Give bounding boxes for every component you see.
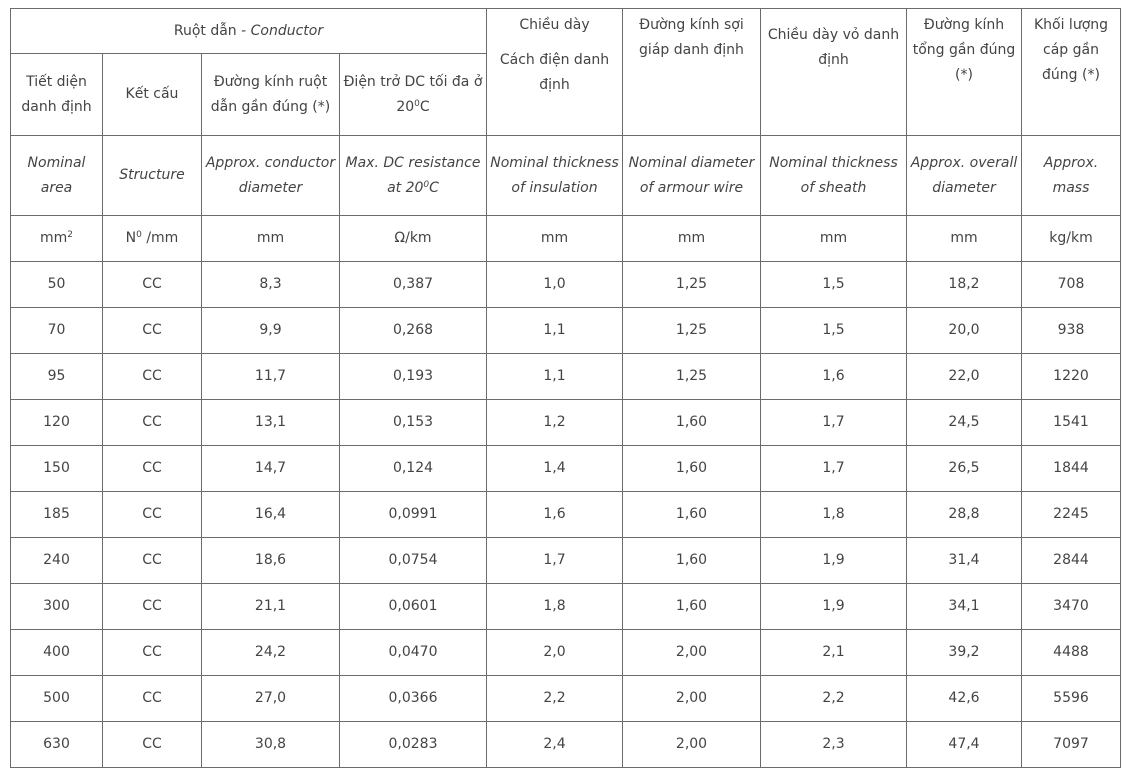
table-row [11, 262, 1121, 308]
cell-cond-diam: 27,0 [202, 676, 340, 722]
cell-mass: 5596 [1022, 676, 1121, 722]
cell-overall: 39,2 [907, 630, 1022, 676]
cell-armour: 1,60 [623, 492, 761, 538]
cell-insulation: 2,4 [487, 722, 623, 768]
cell-area: 185 [11, 492, 103, 538]
cell-overall: 24,5 [907, 400, 1022, 446]
cell-insulation: 2,2 [487, 676, 623, 722]
cell-cond-diam: 21,1 [202, 584, 340, 630]
cell-sheath: 1,6 [761, 354, 907, 400]
cell-cond-diam: 18,6 [202, 538, 340, 584]
table-row [11, 400, 1121, 446]
cell-armour: 1,60 [623, 538, 761, 584]
table-row [11, 722, 1121, 768]
cell-insulation: 1,4 [487, 446, 623, 492]
cell-armour: 1,25 [623, 308, 761, 354]
header-row-en [11, 136, 1121, 216]
table-row [11, 630, 1121, 676]
table-row [11, 538, 1121, 584]
cell-mass: 938 [1022, 308, 1121, 354]
cell-structure: CC [103, 262, 202, 308]
cell-insulation: 1,7 [487, 538, 623, 584]
unit-armour: mm [623, 216, 761, 262]
insulation-header-vi: Chiều dày Cách điện danh định [487, 9, 623, 136]
cell-resistance: 0,0470 [340, 630, 487, 676]
cell-area: 240 [11, 538, 103, 584]
cell-area: 500 [11, 676, 103, 722]
cell-overall: 26,5 [907, 446, 1022, 492]
cell-structure: CC [103, 676, 202, 722]
cell-overall: 42,6 [907, 676, 1022, 722]
cell-area: 120 [11, 400, 103, 446]
cell-armour: 1,60 [623, 400, 761, 446]
area-header-vi: Tiết diện danh định [11, 54, 103, 136]
cell-cond-diam: 16,4 [202, 492, 340, 538]
cell-resistance: 0,0283 [340, 722, 487, 768]
cell-resistance: 0,193 [340, 354, 487, 400]
cell-insulation: 1,1 [487, 354, 623, 400]
cell-mass: 4488 [1022, 630, 1121, 676]
cell-area: 70 [11, 308, 103, 354]
unit-area: $mm^2$ [11, 216, 103, 262]
cell-structure: CC [103, 584, 202, 630]
cell-insulation: 1,6 [487, 492, 623, 538]
cell-resistance: 0,0366 [340, 676, 487, 722]
unit-overall: mm [907, 216, 1022, 262]
mass-header-en: Approx. mass [1022, 136, 1121, 216]
armour-header-en: Nominal diameter of armour wire [623, 136, 761, 216]
cell-insulation: 1,0 [487, 262, 623, 308]
cell-armour: 2,00 [623, 676, 761, 722]
cell-area: 400 [11, 630, 103, 676]
cell-cond-diam: 13,1 [202, 400, 340, 446]
cell-structure: CC [103, 630, 202, 676]
cell-mass: 2844 [1022, 538, 1121, 584]
table-row [11, 308, 1121, 354]
cell-resistance: 0,124 [340, 446, 487, 492]
structure-header-vi: Kết cấu [103, 54, 202, 136]
cell-armour: 1,25 [623, 262, 761, 308]
structure-header-en: Structure [103, 136, 202, 216]
cell-structure: CC [103, 492, 202, 538]
cell-mass: 1541 [1022, 400, 1121, 446]
cell-cond-diam: 9,9 [202, 308, 340, 354]
unit-resistance: Ω/km [340, 216, 487, 262]
cell-cond-diam: 24,2 [202, 630, 340, 676]
unit-mass: kg/km [1022, 216, 1121, 262]
sheath-header-vi: Chiều dày vỏ danh định [761, 9, 907, 136]
cell-mass: 2245 [1022, 492, 1121, 538]
cell-structure: CC [103, 354, 202, 400]
cell-structure: CC [103, 400, 202, 446]
insulation-header-en: Nominal thickness of insulation [487, 136, 623, 216]
cell-overall: 18,2 [907, 262, 1022, 308]
cell-resistance: 0,0754 [340, 538, 487, 584]
cell-resistance: 0,268 [340, 308, 487, 354]
sheath-header-en: Nominal thickness of sheath [761, 136, 907, 216]
cell-mass: 3470 [1022, 584, 1121, 630]
mass-header-vi: Khối lượng cáp gần đúng (*) [1022, 9, 1121, 136]
header-row-group [11, 9, 1121, 54]
cell-armour: 1,25 [623, 354, 761, 400]
units-row [11, 216, 1121, 262]
cond-diam-header-vi: Đường kính ruột dẫn gần đúng (*) [202, 54, 340, 136]
cell-resistance: 0,0991 [340, 492, 487, 538]
cell-area: 50 [11, 262, 103, 308]
cell-armour: 1,60 [623, 584, 761, 630]
unit-sheath: mm [761, 216, 907, 262]
cell-sheath: 1,5 [761, 308, 907, 354]
cell-area: 95 [11, 354, 103, 400]
cell-overall: 31,4 [907, 538, 1022, 584]
cell-sheath: 2,2 [761, 676, 907, 722]
cell-sheath: 1,7 [761, 446, 907, 492]
cell-insulation: 1,2 [487, 400, 623, 446]
cell-overall: 34,1 [907, 584, 1022, 630]
cell-sheath: 2,1 [761, 630, 907, 676]
cell-area: 630 [11, 722, 103, 768]
cell-sheath: 1,7 [761, 400, 907, 446]
unit-cond-diam: mm [202, 216, 340, 262]
cell-armour: 2,00 [623, 630, 761, 676]
cell-overall: 22,0 [907, 354, 1022, 400]
cond-diam-header-en: Approx. conductor diameter [202, 136, 340, 216]
cell-structure: CC [103, 308, 202, 354]
cell-armour: 1,60 [623, 446, 761, 492]
unit-structure: $N^0$ /mm [103, 216, 202, 262]
cell-sheath: 1,8 [761, 492, 907, 538]
cell-overall: 20,0 [907, 308, 1022, 354]
cell-cond-diam: 11,7 [202, 354, 340, 400]
table-row [11, 676, 1121, 722]
cell-mass: 1220 [1022, 354, 1121, 400]
table-row [11, 446, 1121, 492]
table-row [11, 584, 1121, 630]
table-row [11, 354, 1121, 400]
cell-resistance: 0,0601 [340, 584, 487, 630]
cell-cond-diam: 14,7 [202, 446, 340, 492]
overall-header-vi: Đường kính tổng gần đúng (*) [907, 9, 1022, 136]
cell-overall: 28,8 [907, 492, 1022, 538]
cell-sheath: 2,3 [761, 722, 907, 768]
table-row [11, 492, 1121, 538]
cell-structure: CC [103, 538, 202, 584]
cell-area: 150 [11, 446, 103, 492]
cell-resistance: 0,153 [340, 400, 487, 446]
cell-sheath: 1,9 [761, 584, 907, 630]
area-header-en: Nominal area [11, 136, 103, 216]
unit-insulation: mm [487, 216, 623, 262]
cell-structure: CC [103, 446, 202, 492]
cell-resistance: 0,387 [340, 262, 487, 308]
cell-insulation: 2,0 [487, 630, 623, 676]
cell-cond-diam: 8,3 [202, 262, 340, 308]
resistance-header-vi: Điện trở DC tối đa ở $20^0C$ [340, 54, 487, 136]
cell-sheath: 1,5 [761, 262, 907, 308]
cell-mass: 7097 [1022, 722, 1121, 768]
cell-area: 300 [11, 584, 103, 630]
cable-spec-table [10, 8, 1121, 768]
resistance-header-en: Max. DC resistance at $20^0C$ [340, 136, 487, 216]
conductor-group-header: Ruột dẫn - Conductor [11, 9, 487, 54]
armour-header-vi: Đường kính sợi giáp danh định [623, 9, 761, 136]
overall-header-en: Approx. overall diameter [907, 136, 1022, 216]
cell-overall: 47,4 [907, 722, 1022, 768]
cell-insulation: 1,8 [487, 584, 623, 630]
cell-mass: 708 [1022, 262, 1121, 308]
cell-cond-diam: 30,8 [202, 722, 340, 768]
table-body [11, 262, 1121, 768]
cell-armour: 2,00 [623, 722, 761, 768]
cell-sheath: 1,9 [761, 538, 907, 584]
cell-structure: CC [103, 722, 202, 768]
cell-mass: 1844 [1022, 446, 1121, 492]
cell-insulation: 1,1 [487, 308, 623, 354]
